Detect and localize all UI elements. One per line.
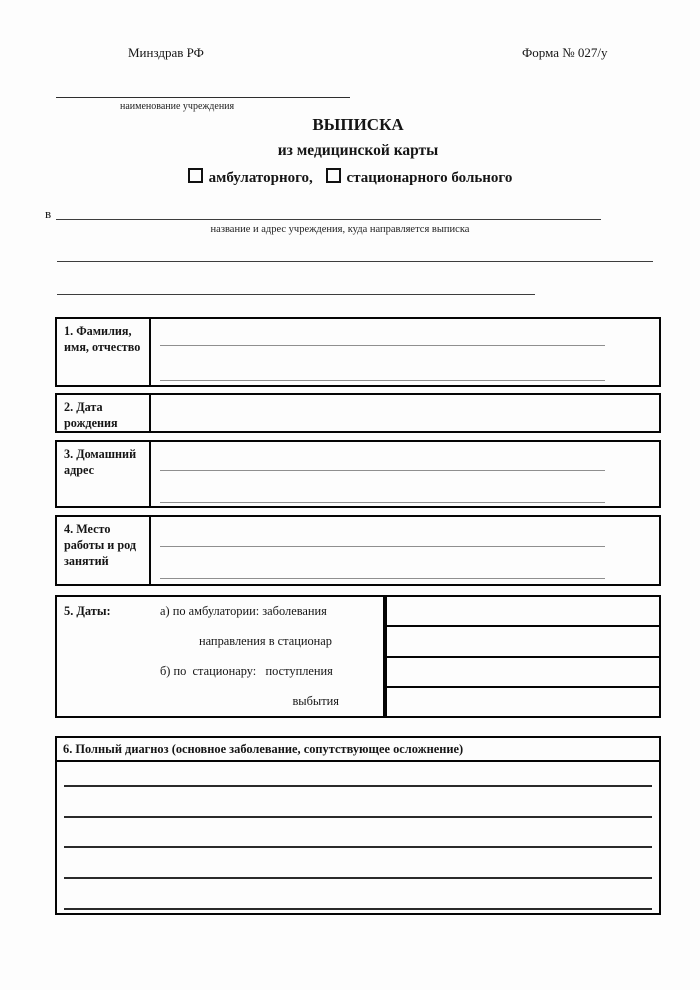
- dates-row-illness: [57, 597, 383, 627]
- dates-labels-box: [55, 595, 385, 718]
- destination-row: [45, 203, 601, 222]
- date-cell-illness[interactable]: [387, 597, 659, 625]
- field-row-address: [55, 440, 661, 508]
- institution-name-line[interactable]: [56, 97, 350, 98]
- form-subtitle: из медицинской карты: [277, 142, 439, 159]
- destination-input-line[interactable]: [56, 219, 601, 220]
- destination-extra-line-2[interactable]: [57, 294, 535, 295]
- form-title: ВЫПИСКА: [312, 115, 404, 134]
- inpatient-checkbox[interactable]: [326, 168, 341, 183]
- patient-type-row: [0, 168, 700, 187]
- write-line[interactable]: [64, 846, 652, 848]
- write-line[interactable]: [160, 502, 605, 503]
- dates-row-discharge: [57, 686, 383, 716]
- field-input-address[interactable]: [151, 442, 659, 506]
- date-cell-admission[interactable]: [387, 656, 659, 686]
- write-line[interactable]: [160, 380, 605, 381]
- ambulatory-checkbox[interactable]: [188, 168, 203, 183]
- destination-prefix-label: в: [45, 206, 52, 221]
- destination-extra-line-1[interactable]: [57, 261, 653, 262]
- field-row-workplace: [55, 515, 661, 586]
- dates-sublabel-illness: а) по амбулатории: заболевания: [160, 604, 327, 619]
- date-cell-discharge[interactable]: [387, 686, 659, 716]
- diagnosis-header-label: 6. Полный диагноз (основное заболевание, сопутствующее осложнение): [57, 738, 659, 762]
- field-row-dates: [55, 595, 661, 718]
- dates-sublabel-admission: б) по стационару: поступления: [160, 663, 333, 678]
- date-cell-referral[interactable]: [387, 625, 659, 655]
- field-row-fullname: [55, 317, 661, 387]
- field-label-workplace: 4. Место работы и род занятий: [57, 517, 151, 584]
- field-input-workplace[interactable]: [151, 517, 659, 584]
- dates-sublabel-referral: направления в стационар: [198, 634, 332, 649]
- destination-caption: название и адрес учреждения, куда направляется выписка: [210, 224, 470, 235]
- form-number-label: Форма № 027/у: [522, 45, 608, 60]
- field-label-fullname: 1. Фамилия, имя, отчество: [57, 319, 151, 385]
- dates-row-referral: [57, 627, 383, 657]
- dates-row-admission: [57, 657, 383, 687]
- field-label-birthdate: 2. Дата рождения: [57, 395, 151, 431]
- dates-sublabel-discharge: выбытия: [292, 693, 339, 708]
- write-line[interactable]: [64, 908, 652, 910]
- write-line[interactable]: [160, 345, 605, 346]
- write-line[interactable]: [64, 785, 652, 787]
- institution-caption: наименование учреждения: [120, 101, 235, 112]
- field-label-address: 3. Домашний адрес: [57, 442, 151, 506]
- field-row-diagnosis: [55, 736, 661, 915]
- ministry-label: Минздрав РФ: [128, 45, 204, 60]
- write-line[interactable]: [160, 470, 605, 471]
- write-line[interactable]: [64, 877, 652, 879]
- field-input-birthdate[interactable]: [151, 395, 659, 431]
- ambulatory-checkbox-label: амбулаторного,: [208, 170, 313, 186]
- field-row-birthdate: [55, 393, 661, 433]
- field-label-dates: 5. Даты:: [64, 604, 111, 619]
- write-line[interactable]: [64, 816, 652, 818]
- dates-cells-box: [385, 595, 661, 718]
- inpatient-checkbox-label: стационарного больного: [346, 170, 513, 186]
- write-line[interactable]: [160, 578, 605, 579]
- field-input-fullname[interactable]: [151, 319, 659, 385]
- diagnosis-input-area[interactable]: [57, 762, 659, 913]
- write-line[interactable]: [160, 546, 605, 547]
